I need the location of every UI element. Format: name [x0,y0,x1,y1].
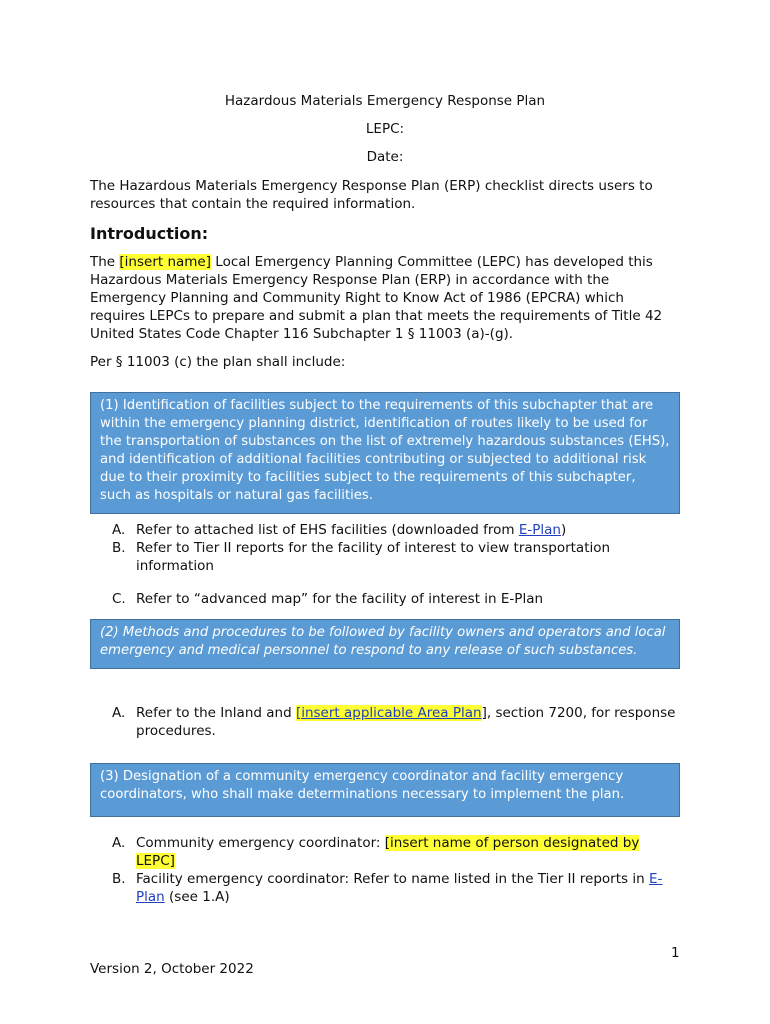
list-item: A. Refer to attached list of EHS facilities (downloaded from E-Plan) [112,522,567,538]
lepc-label: LEPC: [365,121,405,137]
document-page [90,0,680,1024]
list-item: A. Community emergency coordinator: [insert name of person designated by LEPC] [112,835,640,869]
list-item: B. Facility emergency coordinator: Refer to name listed in the Tier II reports in E-Plan (see 1.A) [112,871,663,905]
section-2-list [90,704,680,740]
list-item: A. Refer to the Inland and [insert applicable Area Plan], section 7200, for response procedures. [112,705,676,739]
page-number: 1 [671,945,680,961]
date-label: Date: [366,149,404,165]
section-2-box: (2) Methods and procedures to be followed by facility owners and operators and local emergency and medical personnel to respond to any release of such substances. [90,619,680,669]
per-section-text: Per § 11003 (c) the plan shall include: [90,354,346,370]
section-1-box: (1) Identification of facilities subject to the requirements of this subchapter that are within the emergency planning district, identification of routes likely to be used for the transportation of substances on the list of extremely hazardous substances (EHS), and identification of additional facilities contributing or subjected to additional risk due to their proximity to facilities subject to the requirements of this subchapter, such as hospitals or natural gas facilities. [90,392,680,514]
section-1-list-c [90,590,680,608]
list-item: B. Refer to Tier II reports for the facility of interest to view transportation information [112,540,611,574]
e-plan-link[interactable]: E-Plan [518,522,561,538]
area-plan-placeholder-link[interactable]: [insert applicable Area Plan [295,705,482,721]
list-item: C. Refer to “advanced map” for the facility of interest in E-Plan [112,591,544,607]
insert-name-placeholder: [insert name] [119,254,212,270]
coordinator-name-placeholder: [insert name of person designated by LEPC] [136,835,640,869]
section-1-list [90,521,680,575]
document-title: Hazardous Materials Emergency Response Plan [224,93,546,109]
introduction-paragraph: The [insert name] Local Emergency Planning Committee (LEPC) has developed this Hazardous Materials Emergency Response Plan (ERP) in accordance with the Emergency Planning and Community Right to Know Act of 1986 (EPCRA) which requires LEPCs to prepare and submit a plan that meets the requirements of Title 42 United States Code Chapter 116 Subchapter 1 § 11003 (a)-(g). [90,254,663,342]
introduction-heading: Introduction: [90,224,209,243]
section-3-box: (3) Designation of a community emergency coordinator and facility emergency coordinators, who shall make determinations necessary to implement the plan. [90,763,680,817]
e-plan-link[interactable]: E-Plan [136,871,663,905]
intro-paragraph: The Hazardous Materials Emergency Response Plan (ERP) checklist directs users to resources that contain the required information. [90,178,653,212]
section-3-list [90,834,680,906]
version-footer: Version 2, October 2022 [90,961,254,977]
